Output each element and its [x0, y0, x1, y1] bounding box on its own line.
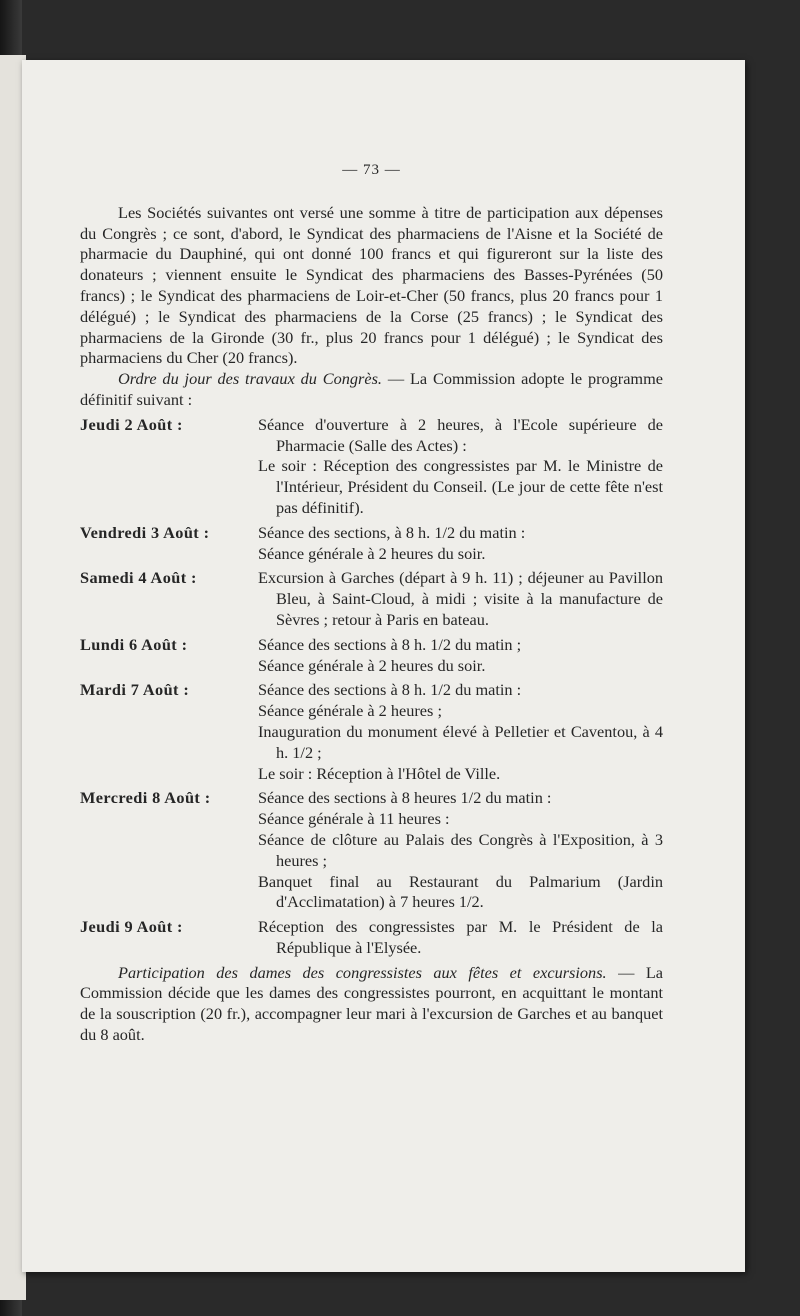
schedule-event: Séance de clôture au Palais des Congrès à l'Exposition, à 3 heures ;	[258, 829, 663, 870]
schedule-event: Excursion à Garches (départ à 9 h. 11) ; déjeuner au Pavillon Bleu, à Saint-Cloud, à midi ; visite à la manufacture de Sèvres ; retour à Paris en bateau.	[258, 568, 663, 629]
schedule-events	[258, 635, 663, 677]
schedule-event: Le soir : Réception des congressistes par M. le Ministre de l'Intérieur, Président du Conseil. (Le jour de cette fête n'est pas définitif).	[258, 456, 663, 517]
schedule-day-label: Mercredi 8 Août :	[80, 788, 211, 808]
schedule-event: Inauguration du monument élevé à Pelletier et Caventou, à 4 h. 1/2 ;	[258, 721, 663, 762]
schedule-day	[80, 523, 663, 565]
schedule-events	[258, 568, 663, 630]
schedule-event: Séance d'ouverture à 2 heures, à l'Ecole supérieure de Pharmacie (Salle des Actes) :	[258, 414, 663, 455]
schedule-events	[258, 523, 663, 565]
schedule-day-label: Vendredi 3 Août :	[80, 522, 210, 542]
schedule-events	[258, 788, 663, 913]
schedule-day	[80, 568, 663, 630]
schedule-event: Séance générale à 11 heures :	[258, 809, 450, 829]
schedule-event: Séance générale à 2 heures du soir.	[258, 655, 486, 675]
schedule-events	[258, 680, 663, 784]
page-content	[80, 160, 663, 1046]
schedule-event: Séance des sections à 8 heures 1/2 du matin :	[258, 788, 552, 808]
schedule-day-label: Samedi 4 Août :	[80, 568, 197, 588]
schedule-day-label: Jeudi 2 Août :	[80, 414, 183, 434]
schedule-day-label: Lundi 6 Août :	[80, 634, 188, 654]
paragraph-ladies-participation	[80, 963, 663, 1046]
schedule-day	[80, 680, 663, 784]
schedule-day-label: Jeudi 9 Août :	[80, 917, 183, 937]
schedule	[80, 415, 663, 959]
page-number: — 73 —	[342, 162, 401, 178]
agenda-heading: Ordre du jour des travaux du Congrès.	[118, 369, 382, 389]
schedule-day	[80, 635, 663, 677]
schedule-event: Séance des sections, à 8 h. 1/2 du matin :	[258, 522, 526, 542]
schedule-day	[80, 917, 663, 959]
schedule-event: Le soir : Réception à l'Hôtel de Ville.	[258, 763, 501, 783]
book-page	[22, 60, 745, 1272]
schedule-event: Séance des sections à 8 h. 1/2 du matin ;	[258, 634, 522, 654]
paragraph-agenda-intro	[80, 369, 663, 411]
ladies-text: — La Commission décide que les dames des congressistes pourront, en acquittant le montant de la souscription (20 fr.), accompagner leur mari à l'excursion de Garches et au banquet du 8 août.	[80, 962, 663, 1045]
schedule-events	[258, 917, 663, 959]
paragraph-contributions: Les Sociétés suivantes ont versé une somme à titre de participation aux dépenses du Congrès ; ce sont, d'abord, le Syndicat des pharmaciens de l'Aisne et la Société de pharmacie du Dauphiné, qui ont donné 100 francs et qui figureront sur la liste des donateurs ; viennent ensuite le Syndicat des pharmaciens des Basses-Pyrénées (50 francs) ; le Syndicat des pharmaciens de Loir-et-Cher (50 francs, plus 20 francs pour 1 délégué) ; le Syndicat des pharmaciens de la Corse (25 francs) ; le Syndicat des pharmaciens de la Gironde (30 fr., plus 20 francs pour 1 délégué) ; le Syndicat des pharmaciens du Cher (20 francs).	[80, 202, 663, 368]
schedule-event: Banquet final au Restaurant du Palmarium (Jardin d'Acclimatation) à 7 heures 1/2.	[258, 871, 663, 912]
schedule-event: Séance générale à 2 heures ;	[258, 701, 442, 721]
schedule-day	[80, 415, 663, 519]
ladies-heading: Participation des dames des congressistes aux fêtes et excursions.	[118, 962, 607, 982]
agenda-intro-text: — La Commission adopte le programme définitif suivant :	[80, 369, 663, 409]
schedule-event: Réception des congressistes par M. le Président de la République à l'Elysée.	[258, 917, 663, 957]
schedule-event: Séance générale à 2 heures du soir.	[258, 543, 486, 563]
schedule-day	[80, 788, 663, 913]
schedule-day-label: Mardi 7 Août :	[80, 680, 190, 700]
schedule-events	[258, 415, 663, 519]
schedule-event: Séance des sections à 8 h. 1/2 du matin :	[258, 680, 522, 700]
